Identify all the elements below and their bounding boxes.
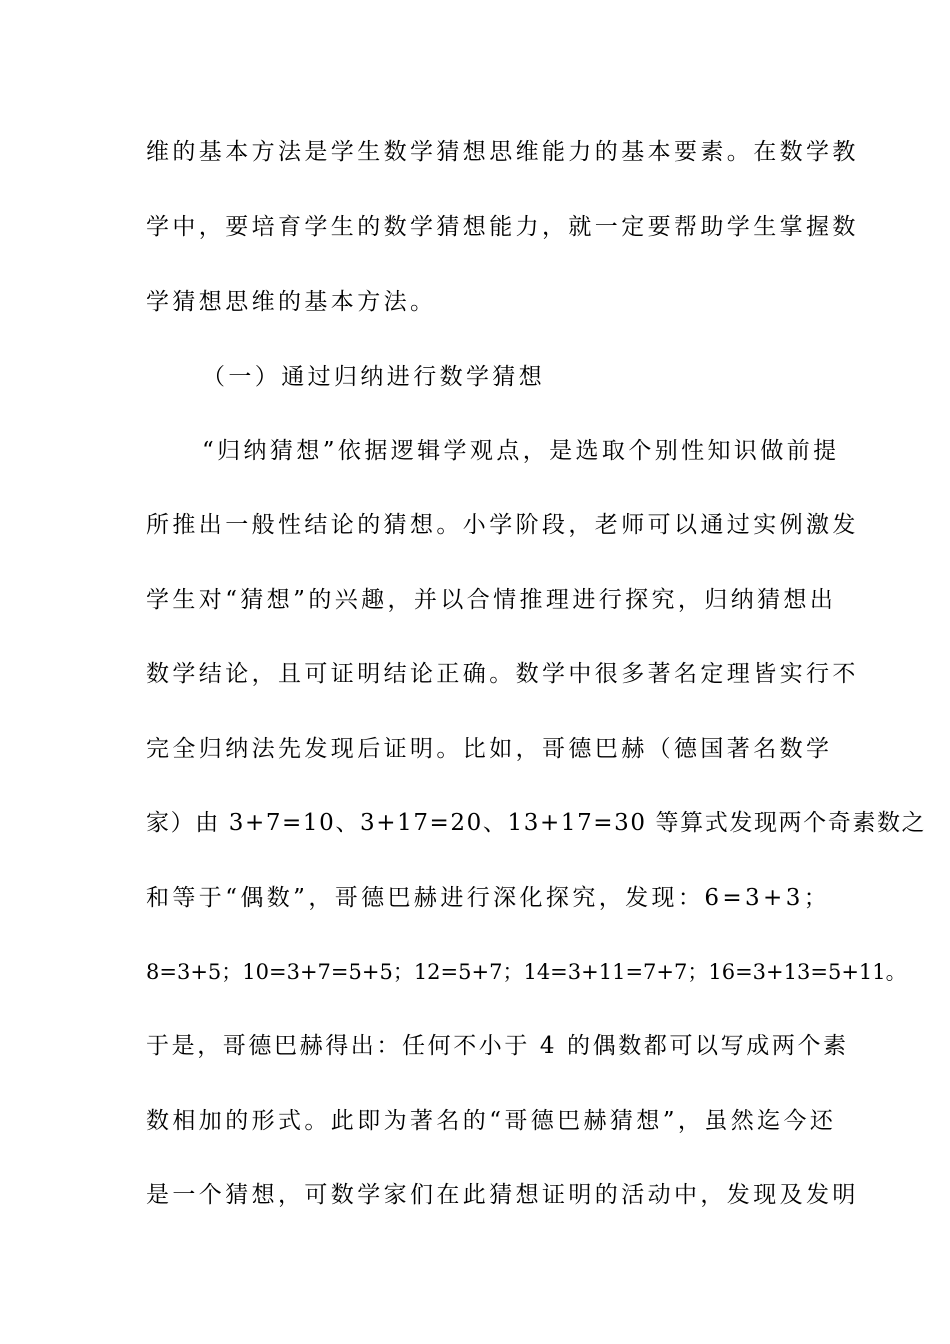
text-line: 维的基本方法是学生数学猜想思维能力的基本要素。在数学教 [146,139,859,165]
paragraph-first-line: “归纳猜想”依据逻辑学观点，是选取个别性知识做前提 [202,438,840,464]
text-line: 于是，哥德巴赫得出：任何不小于 4 的偶数都可以写成两个素 [146,1033,849,1059]
text-line: 所推出一般性结论的猜想。小学阶段，老师可以通过实例激发 [146,512,859,538]
text-line: 是一个猜想，可数学家们在此猜想证明的活动中，发现及发明 [146,1182,859,1208]
text-line: 数相加的形式。此即为著名的“哥德巴赫猜想”，虽然迄今还 [146,1108,837,1134]
text-line: 8=3+5；10=3+7=5+5；12=5+7；14=3+11=7+7；16=3+13=5+11。 [146,960,907,984]
section-heading: （一）通过归纳进行数学猜想 [202,364,546,390]
text-line: 家）由 3+7=10、3+17=20、13+17=30 等算式发现两个奇素数之 [146,810,927,836]
text-line: 完全归纳法先发现后证明。比如，哥德巴赫（德国著名数学 [146,736,833,762]
text-line: 和等于“偶数”，哥德巴赫进行深化探究，发现：6=3+3； [146,885,831,911]
text-line: 学猜想思维的基本方法。 [146,289,437,315]
text-line: 数学结论，且可证明结论正确。数学中很多著名定理皆实行不 [146,661,859,687]
text-line: 学生对“猜想”的兴趣，并以合情推理进行探究，归纳猜想出 [146,587,837,613]
text-line: 学中，要培育学生的数学猜想能力，就一定要帮助学生掌握数 [146,214,859,240]
